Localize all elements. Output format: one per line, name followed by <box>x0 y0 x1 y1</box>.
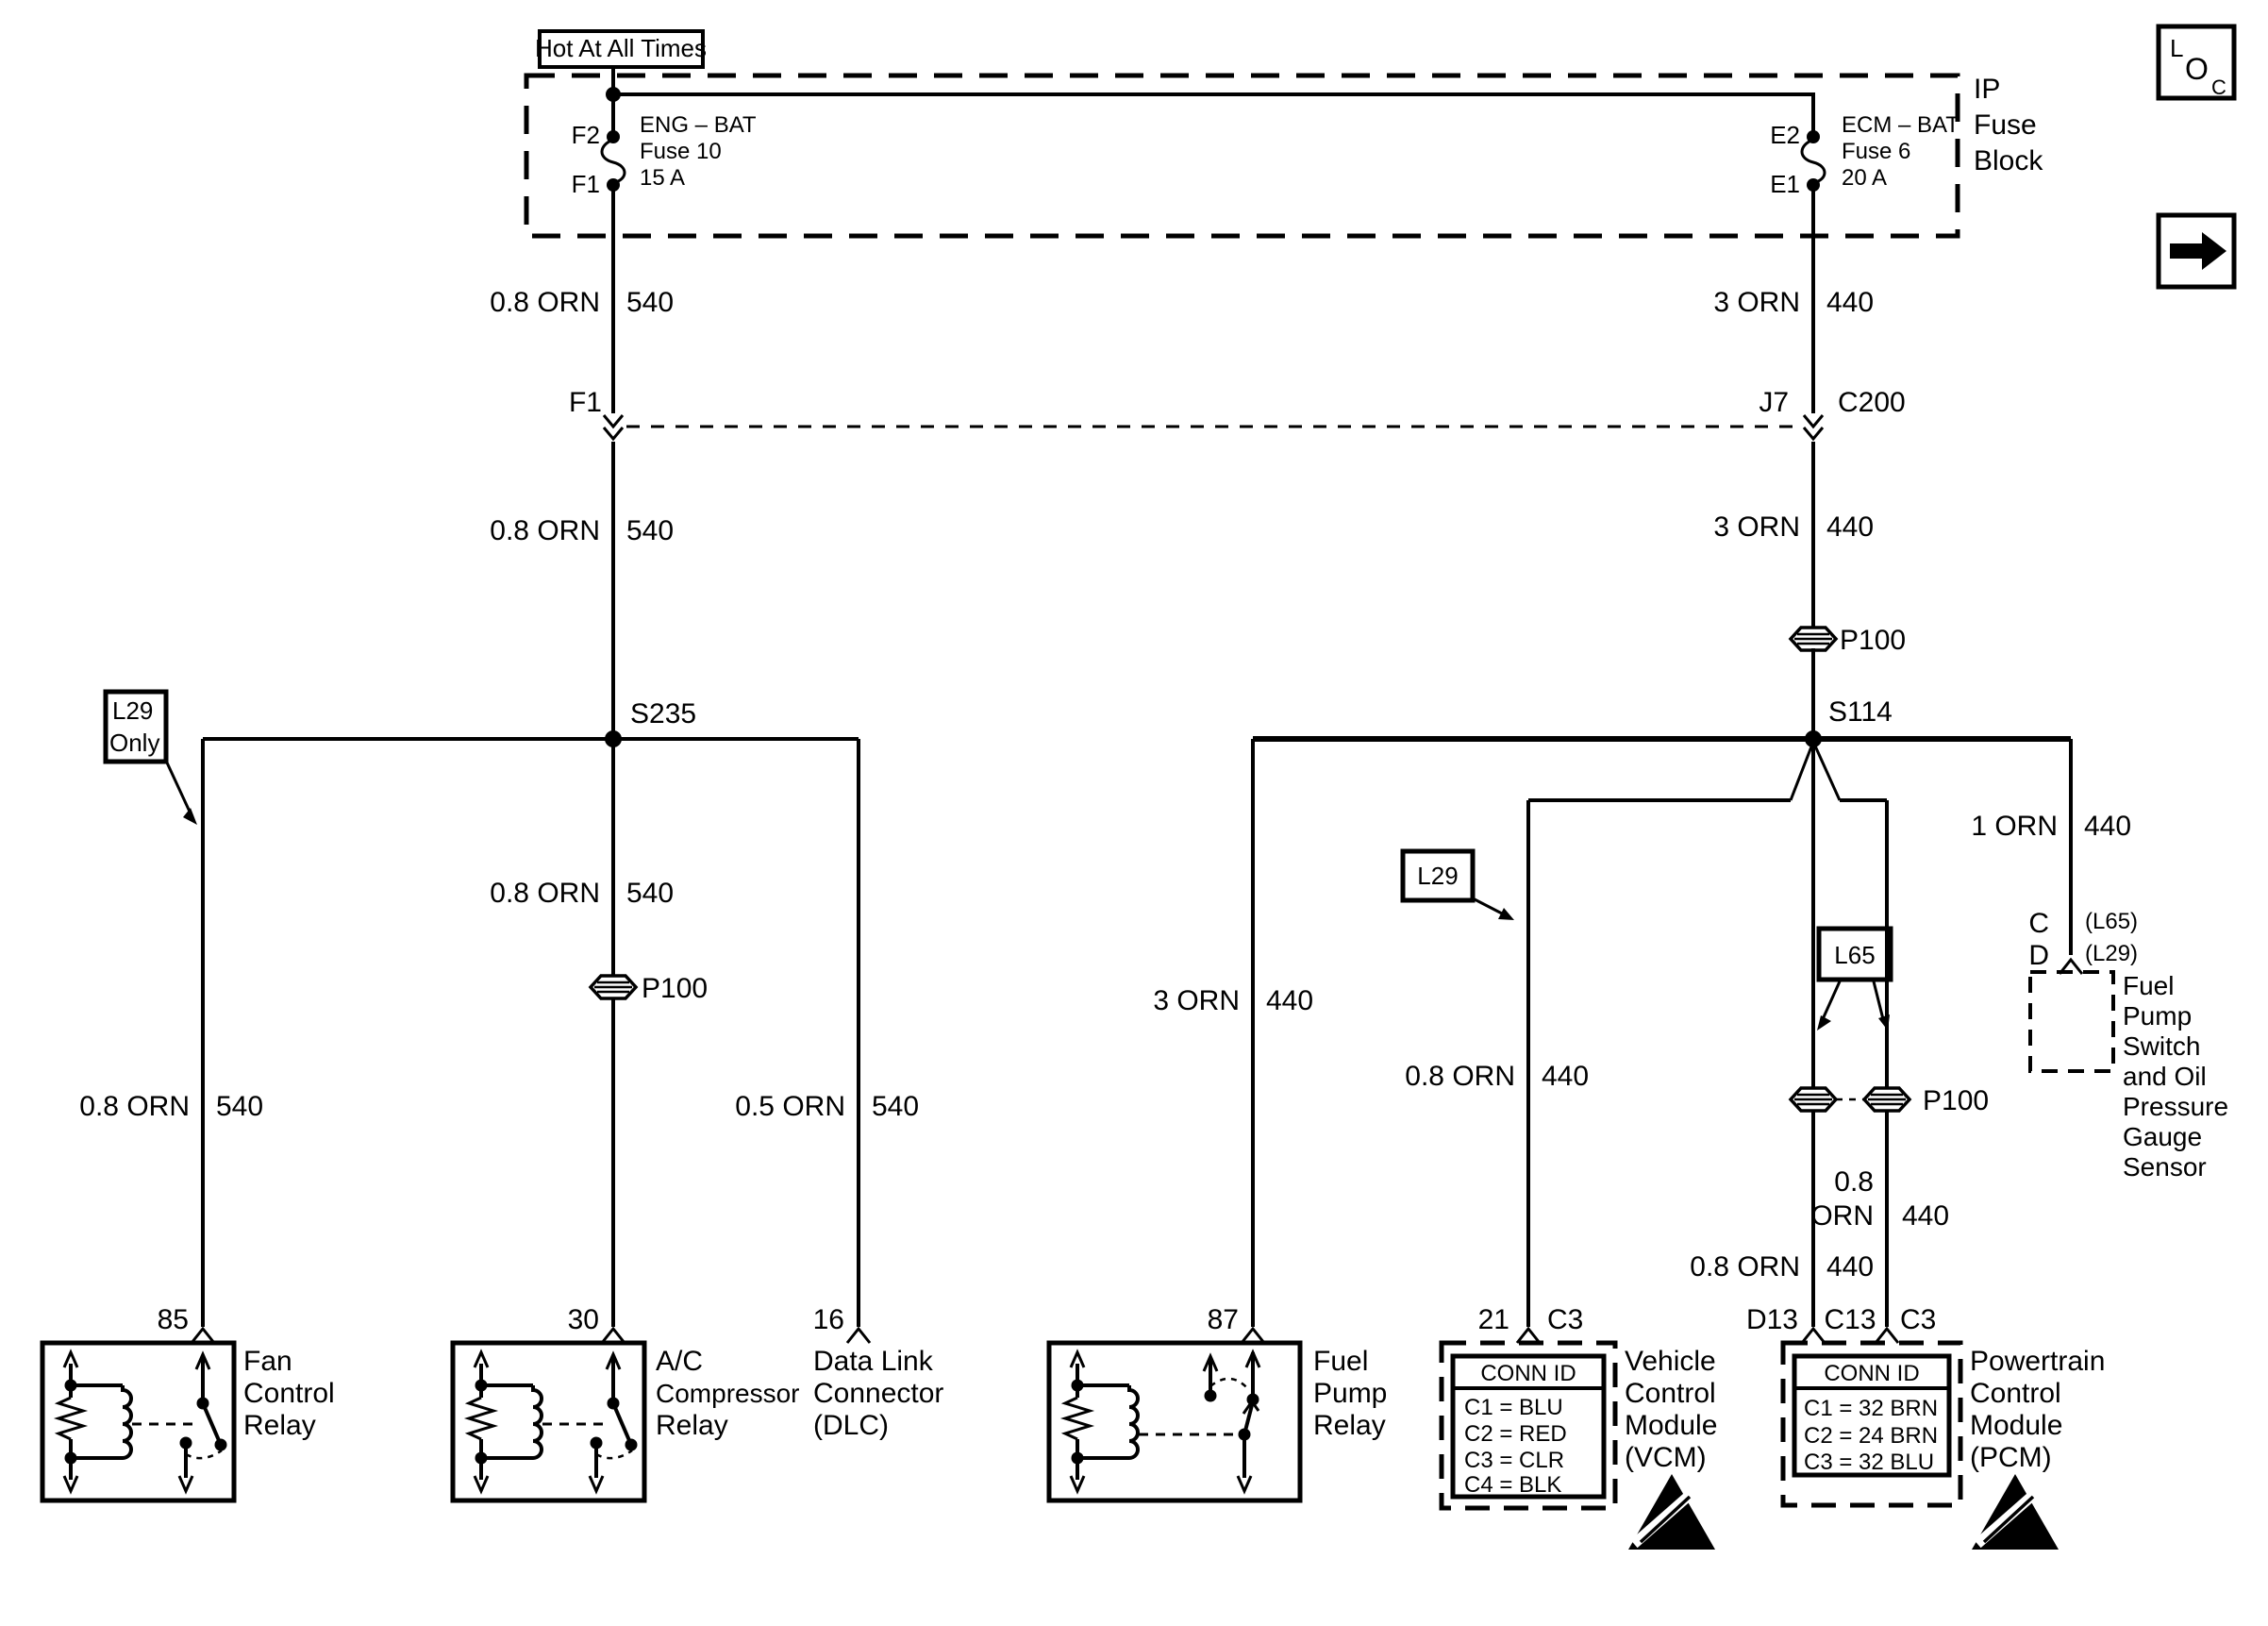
connector-j7-label: J7 <box>1759 387 1789 418</box>
p100-grommet-icon <box>1791 628 1836 650</box>
p100-upper-label: P100 <box>1840 625 1907 656</box>
fp-switch-label: Switch <box>2123 1031 2201 1061</box>
vcm-conn-row: C2 = RED <box>1464 1421 1567 1447</box>
ecm-bat-name: ECM – BAT <box>1842 112 1959 138</box>
l29-only-line2: Only <box>109 729 160 757</box>
ecm-bat-amps: 20 A <box>1842 165 1888 191</box>
vcm-conn-header: CONN ID <box>1480 1361 1576 1386</box>
fp-switch-label: and Oil <box>2123 1062 2207 1091</box>
fp-relay-label: Fuel <box>1313 1346 1369 1377</box>
vcm-label: (VCM) <box>1625 1442 1707 1473</box>
l29-only-tag <box>106 692 197 825</box>
ip-fuse-block <box>526 31 2043 236</box>
wire-label: 0.8 ORN <box>490 287 600 318</box>
circuit-label: 540 <box>626 515 675 546</box>
fan-relay-label: Relay <box>243 1410 316 1441</box>
fuse-block-title-3: Block <box>1974 145 2043 176</box>
loc-letter-c: C <box>2211 75 2226 99</box>
p100-grommet-icon <box>1864 1088 1909 1111</box>
fp-switch-label: Pressure <box>2123 1092 2229 1121</box>
circuit-label: 540 <box>626 287 675 318</box>
pcm-conn-row: C1 = 32 BRN <box>1804 1396 1939 1421</box>
s235-label: S235 <box>630 698 697 729</box>
loc-button[interactable] <box>2159 26 2234 99</box>
fp-relay-label: Relay <box>1313 1410 1386 1441</box>
junction-dot <box>606 87 621 102</box>
fp-switch-label: Fuel <box>2123 971 2175 1000</box>
fp-switch-label: Pump <box>2123 1001 2193 1031</box>
l65-tag-label: L65 <box>1834 941 1876 969</box>
circuit-label: 440 <box>1826 1251 1875 1282</box>
p100-left-label: P100 <box>642 973 709 1004</box>
circuit-label: 440 <box>1542 1061 1590 1092</box>
vcm-module <box>1442 1343 1717 1550</box>
l29-only-line1: L29 <box>112 696 154 725</box>
eng-bat-name: ENG – BAT <box>640 112 757 138</box>
pin-d-note: (L29) <box>2085 941 2139 966</box>
wire-label: 0.8 ORN <box>490 878 600 909</box>
circuit-label: 540 <box>872 1091 920 1122</box>
circuit-label: 440 <box>2084 811 2132 842</box>
fan-relay-label: Control <box>243 1378 335 1409</box>
conn-c13: C13 <box>1824 1304 1876 1335</box>
fuse-block-title-2: Fuse <box>1974 109 2037 141</box>
p100-grommet-icon <box>1791 1088 1836 1111</box>
pcm-module <box>1783 1343 2105 1550</box>
conn-c3: C3 <box>1547 1304 1584 1335</box>
fan-control-relay-icon <box>42 1343 234 1500</box>
p100-pair-label: P100 <box>1923 1085 1990 1116</box>
ac-relay-label: Compressor <box>656 1379 800 1408</box>
vcm-label: Vehicle <box>1625 1346 1716 1377</box>
l29-tag-label: L29 <box>1417 862 1459 890</box>
wire-label: 0.5 ORN <box>735 1091 845 1122</box>
ac-relay-label: Relay <box>656 1410 728 1441</box>
ac-compressor-relay-icon <box>453 1343 644 1500</box>
fuse-block-border <box>526 75 1958 236</box>
dlc-label: (DLC) <box>813 1410 889 1441</box>
loc-letter-l: L <box>2170 34 2184 62</box>
circuit-label: 440 <box>1902 1200 1950 1232</box>
esd-warning-icon <box>1628 1474 1715 1550</box>
pin-d: D <box>2028 940 2049 971</box>
wire-label: 0.8 <box>1834 1166 1874 1198</box>
wire-label: 3 ORN <box>1153 985 1240 1016</box>
pcm-label: Control <box>1970 1378 2061 1409</box>
fuse-pin-e2: E2 <box>1770 121 1800 149</box>
dlc-label: Data Link <box>813 1346 933 1377</box>
circuit-label: 540 <box>216 1091 264 1122</box>
conn-c3: C3 <box>1900 1304 1937 1335</box>
s114-label: S114 <box>1828 696 1893 728</box>
l29-tag <box>1403 851 1514 920</box>
l65-tag <box>1817 929 1891 1031</box>
pcm-label: Powertrain <box>1970 1346 2106 1377</box>
ecm-bat-fuse-icon <box>1802 130 1825 192</box>
pin-16: 16 <box>812 1304 844 1335</box>
vcm-conn-row: C3 = CLR <box>1464 1448 1565 1473</box>
fuel-pump-switch <box>2030 971 2228 1182</box>
wire-label: 0.8 ORN <box>1405 1061 1515 1092</box>
pcm-conn-header: CONN ID <box>1824 1361 1920 1386</box>
arrow-tip <box>1817 1015 1831 1031</box>
fuse-pin-f2: F2 <box>571 121 600 149</box>
pin-85: 85 <box>157 1304 189 1335</box>
ecm-bat-fuse-no: Fuse 6 <box>1842 139 1911 164</box>
fp-switch-label: Gauge <box>2123 1122 2203 1151</box>
p100-grommet-icon <box>591 976 636 998</box>
next-page-button[interactable] <box>2159 215 2234 287</box>
pcm-label: Module <box>1970 1410 2063 1441</box>
fan-relay-label: Fan <box>243 1346 292 1377</box>
wire-label: 0.8 ORN <box>1690 1251 1800 1282</box>
wire-label: 3 ORN <box>1713 287 1800 318</box>
pin-c-note: (L65) <box>2085 909 2139 934</box>
fuse-block-title-1: IP <box>1974 74 2001 105</box>
eng-bat-amps: 15 A <box>640 165 686 191</box>
esd-warning-icon <box>1972 1474 2059 1550</box>
pcm-conn-row: C2 = 24 BRN <box>1804 1423 1939 1449</box>
bus-wire <box>613 94 1813 137</box>
hot-at-all-times-label: Hot At All Times <box>534 34 708 62</box>
wire-label: ORN <box>1810 1200 1874 1232</box>
circuit-label: 440 <box>1266 985 1314 1016</box>
pin-87: 87 <box>1207 1304 1239 1335</box>
right-arrow-icon <box>2170 232 2226 270</box>
pin-21: 21 <box>1477 1304 1509 1335</box>
fp-relay-label: Pump <box>1313 1378 1388 1409</box>
ac-relay-label: A/C <box>656 1346 704 1377</box>
eng-bat-fuse-no: Fuse 10 <box>640 139 722 164</box>
wire-label: 1 ORN <box>1971 811 2058 842</box>
wire-label: 0.8 ORN <box>490 515 600 546</box>
fuse-pin-e1: E1 <box>1770 170 1800 198</box>
pcm-conn-row: C3 = 32 BLU <box>1804 1450 1935 1475</box>
wire-labels <box>79 287 2131 1282</box>
vcm-conn-row: C1 = BLU <box>1464 1395 1563 1420</box>
pin-d13: D13 <box>1745 1304 1798 1335</box>
vcm-label: Module <box>1625 1410 1718 1441</box>
wire-label: 0.8 ORN <box>79 1091 190 1122</box>
circuit-label: 440 <box>1826 511 1875 543</box>
circuit-label: 540 <box>626 878 675 909</box>
vcm-label: Control <box>1625 1378 1716 1409</box>
connector-c200-label: C200 <box>1838 387 1906 418</box>
circuit-label: 440 <box>1826 287 1875 318</box>
pin-c: C <box>2028 908 2049 939</box>
wire-label: 3 ORN <box>1713 511 1800 543</box>
vcm-conn-row: C4 = BLK <box>1464 1472 1562 1498</box>
loc-letter-o: O <box>2185 52 2209 86</box>
eng-bat-fuse-icon <box>602 130 625 192</box>
arrow-tip <box>183 808 197 825</box>
pin-30: 30 <box>567 1304 599 1335</box>
connector-f1-label: F1 <box>568 387 602 418</box>
arrow-tip <box>1878 1014 1890 1031</box>
terminal-icon <box>847 1329 870 1343</box>
s235-splice-dot <box>605 730 622 747</box>
pcm-label: (PCM) <box>1970 1442 2052 1473</box>
dlc-label: Connector <box>813 1378 944 1409</box>
fp-switch-label: Sensor <box>2123 1152 2207 1182</box>
fuse-pin-f1: F1 <box>571 170 600 198</box>
fuel-pump-relay-icon <box>1049 1343 1300 1500</box>
